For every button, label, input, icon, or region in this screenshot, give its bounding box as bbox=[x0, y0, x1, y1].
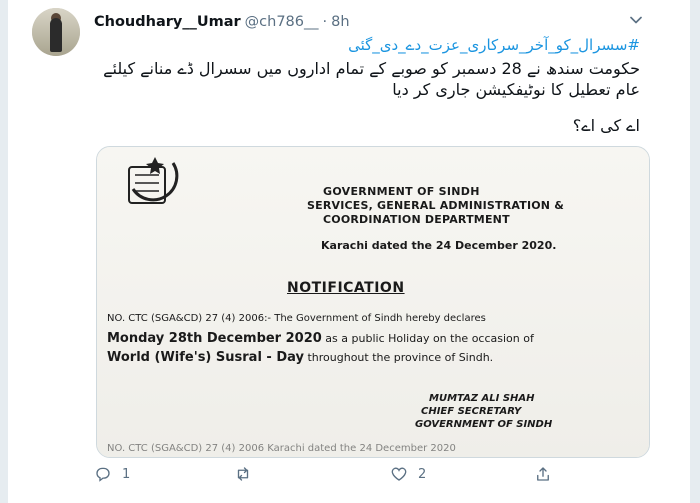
reply-icon bbox=[94, 465, 112, 483]
tweet-card[interactable] bbox=[8, 0, 690, 503]
doc-header-line3: COORDINATION DEPARTMENT bbox=[323, 213, 510, 226]
doc-title: NOTIFICATION bbox=[287, 280, 405, 296]
tweet-image[interactable] bbox=[96, 146, 650, 458]
doc-line1: NO. CTC (SGA&CD) 27 (4) 2006:- The Government of Sindh hereby declares bbox=[107, 313, 486, 324]
like-button[interactable] bbox=[390, 462, 426, 486]
doc-line2 bbox=[107, 331, 534, 346]
doc-signatory-title: CHIEF SECRETARY bbox=[421, 406, 522, 417]
tweet-actions bbox=[94, 462, 634, 486]
tweet-header bbox=[94, 12, 350, 32]
share-button[interactable] bbox=[534, 462, 552, 486]
sindh-government-seal-icon bbox=[115, 153, 193, 211]
page-gutter-right bbox=[690, 0, 700, 503]
retweet-button[interactable] bbox=[234, 462, 262, 486]
timestamp[interactable]: 8h bbox=[331, 14, 350, 30]
doc-line3 bbox=[107, 350, 493, 365]
doc-holiday-name: World (Wife's) Susral - Day bbox=[107, 350, 304, 365]
separator-dot: · bbox=[322, 14, 328, 30]
doc-dated: Karachi dated the 24 December 2020. bbox=[321, 239, 557, 252]
doc-signatory-name: MUMTAZ ALI SHAH bbox=[429, 393, 535, 404]
doc-header-line1: GOVERNMENT OF SINDH bbox=[323, 185, 480, 198]
author-handle[interactable]: @ch786__ bbox=[244, 14, 319, 30]
page-gutter-left bbox=[0, 0, 8, 503]
hashtag-link[interactable]: #سسرال_کو_آخر_سرکاری_عزت_دے_دی_گئی bbox=[348, 36, 640, 54]
heart-icon bbox=[390, 465, 408, 483]
share-icon bbox=[534, 465, 552, 483]
notification-document bbox=[97, 147, 649, 457]
tweet-text: حکومت سندھ نے 28 دسمبر کو صوبے کے تمام اداروں میں سسرال ڈے منانے کیلئے عام تعطیل کا نوٹیفکیشن جاری کر دیا bbox=[103, 59, 640, 99]
reply-button[interactable] bbox=[94, 462, 130, 486]
doc-holiday-date: Monday 28th December 2020 bbox=[107, 331, 322, 346]
chevron-down-icon[interactable] bbox=[626, 10, 646, 30]
author-name[interactable]: Choudhary__Umar bbox=[94, 14, 241, 30]
doc-line2-rest: as a public Holiday on the occasion of bbox=[321, 332, 534, 345]
doc-signatory-org: GOVERNMENT OF SINDH bbox=[415, 419, 553, 430]
doc-line3-rest: throughout the province of Sindh. bbox=[303, 351, 494, 364]
reply-count: 1 bbox=[122, 466, 131, 482]
doc-faded-line: NO. CTC (SGA&CD) 27 (4) 2006 Karachi dated the 24 December 2020 bbox=[107, 443, 456, 454]
avatar[interactable] bbox=[32, 8, 80, 56]
doc-header-line2: SERVICES, GENERAL ADMINISTRATION & bbox=[307, 199, 565, 212]
tweet-question: اے کی اے؟ bbox=[572, 116, 640, 135]
like-count: 2 bbox=[418, 466, 427, 482]
retweet-icon bbox=[234, 465, 252, 483]
